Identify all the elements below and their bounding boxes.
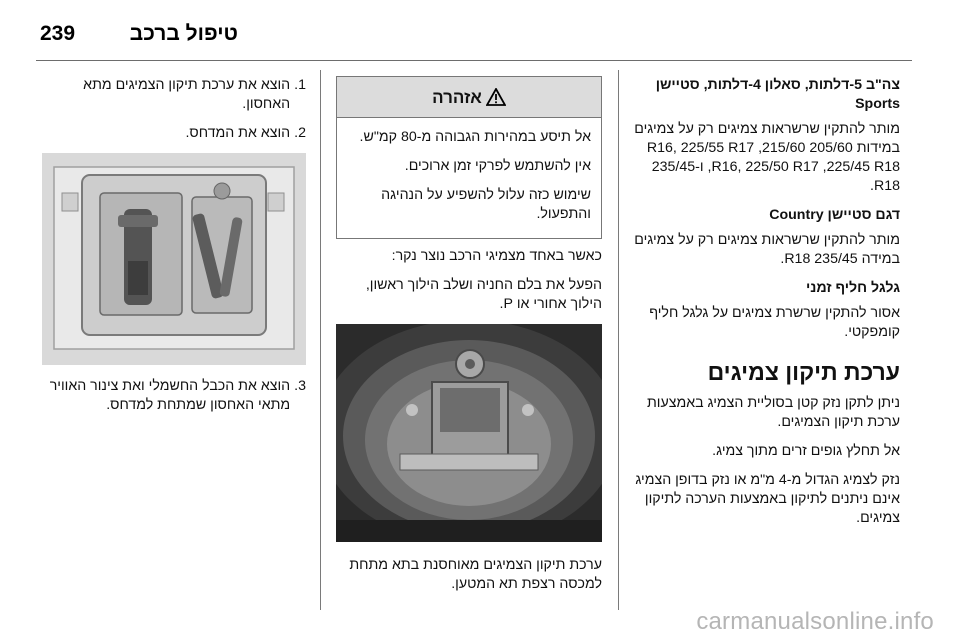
- header-rule: [36, 60, 912, 61]
- left-column: [36, 76, 306, 425]
- photo-caption: ערכת תיקון הצמיגים מאוחסנת בתא מתחת למכסה רצפת תא המטען.: [349, 557, 602, 592]
- middle-column: [336, 76, 602, 604]
- step-2-number: 2.: [294, 125, 306, 141]
- step-3-text: הוצא את הכבל החשמלי ואת צינור האוויר מתאי האחסון שמתחת למדחס.: [49, 378, 291, 413]
- step-3-number: 3.: [294, 378, 306, 394]
- warning-box: [336, 76, 602, 239]
- step-1: [36, 76, 306, 114]
- step-2: [36, 124, 306, 143]
- column-divider-right: [618, 70, 619, 610]
- running-title: טיפול ברכב: [129, 22, 238, 45]
- step-1-text: הוצא את ערכת תיקון הצמיגים מתא האחסון.: [83, 77, 291, 112]
- watermark: carmanualsonline.info: [696, 608, 934, 635]
- warning-text-1: אל תיסע במהירות הגבוהה מ-80 קמ"ש.: [359, 129, 591, 145]
- compressor-kit-photo: [42, 153, 306, 365]
- warning-text-2: אין להשתמש לפרקי זמן ארוכים.: [404, 158, 591, 174]
- intro-heading: צה"ב 5-דלתות, סאלון 4-דלתות, סטיישן Sports: [655, 77, 900, 112]
- warning-text-3: שימוש כזה עלול להשפיע על הנהיגה והתפעול.: [381, 187, 591, 222]
- kit-paragraph-2: אל תחלץ גופים זרים מתוך צמיג.: [712, 443, 900, 459]
- kit-paragraph-1: ניתן לתקן נזק קטן בסוליית הצמיג באמצעות ערכת תיקון הצמיגים.: [646, 395, 900, 430]
- step-3: [36, 377, 306, 415]
- country-text: מותר להתקין שרשראות צמיגים רק על צמיגים במידה 235/45 R18.: [634, 232, 900, 267]
- flat-tire-intro: כאשר באחד מצמיגי הרכב נוצר נקר:: [391, 248, 602, 264]
- step-1-number: 1.: [294, 77, 306, 93]
- flat-tire-step: הפעל את בלם החניה ושלב הילוך ראשון, הילוך אחורי או P.: [365, 277, 602, 312]
- page-number: 239: [40, 22, 76, 45]
- intro-text: מותר להתקין שרשראות צמיגים רק על צמיגים במידות 205/60 R16, 225/55 R17 ,215/60 R16, 225/50 R17 ,225/45 R18, ו-235/45 R18.: [634, 121, 900, 194]
- country-heading: דגם סטיישן Country: [769, 207, 900, 223]
- spare-text: אסור להתקין שרשרת צמיגים על גלגל חליף קומפקטי.: [649, 305, 900, 340]
- warning-body: [337, 118, 601, 238]
- spare-heading: גלגל חליף זמני: [805, 280, 900, 296]
- kit-section-heading: ערכת תיקון צמיגים: [707, 359, 900, 385]
- warning-header: [337, 77, 601, 118]
- trunk-floor-kit-photo: [336, 324, 602, 542]
- warning-title: אזהרה: [432, 87, 482, 107]
- step-2-text: הוצא את המדחס.: [185, 125, 291, 141]
- kit-paragraph-3: נזק לצמיג הגדול מ-4 מ"מ או נזק בדופן הצמיג אינם ניתנים לתיקון באמצעות הערכה לתיקון צמיגים.: [635, 472, 900, 526]
- warning-triangle-icon: [486, 88, 506, 106]
- column-divider-left: [320, 70, 321, 610]
- right-column: [630, 76, 900, 538]
